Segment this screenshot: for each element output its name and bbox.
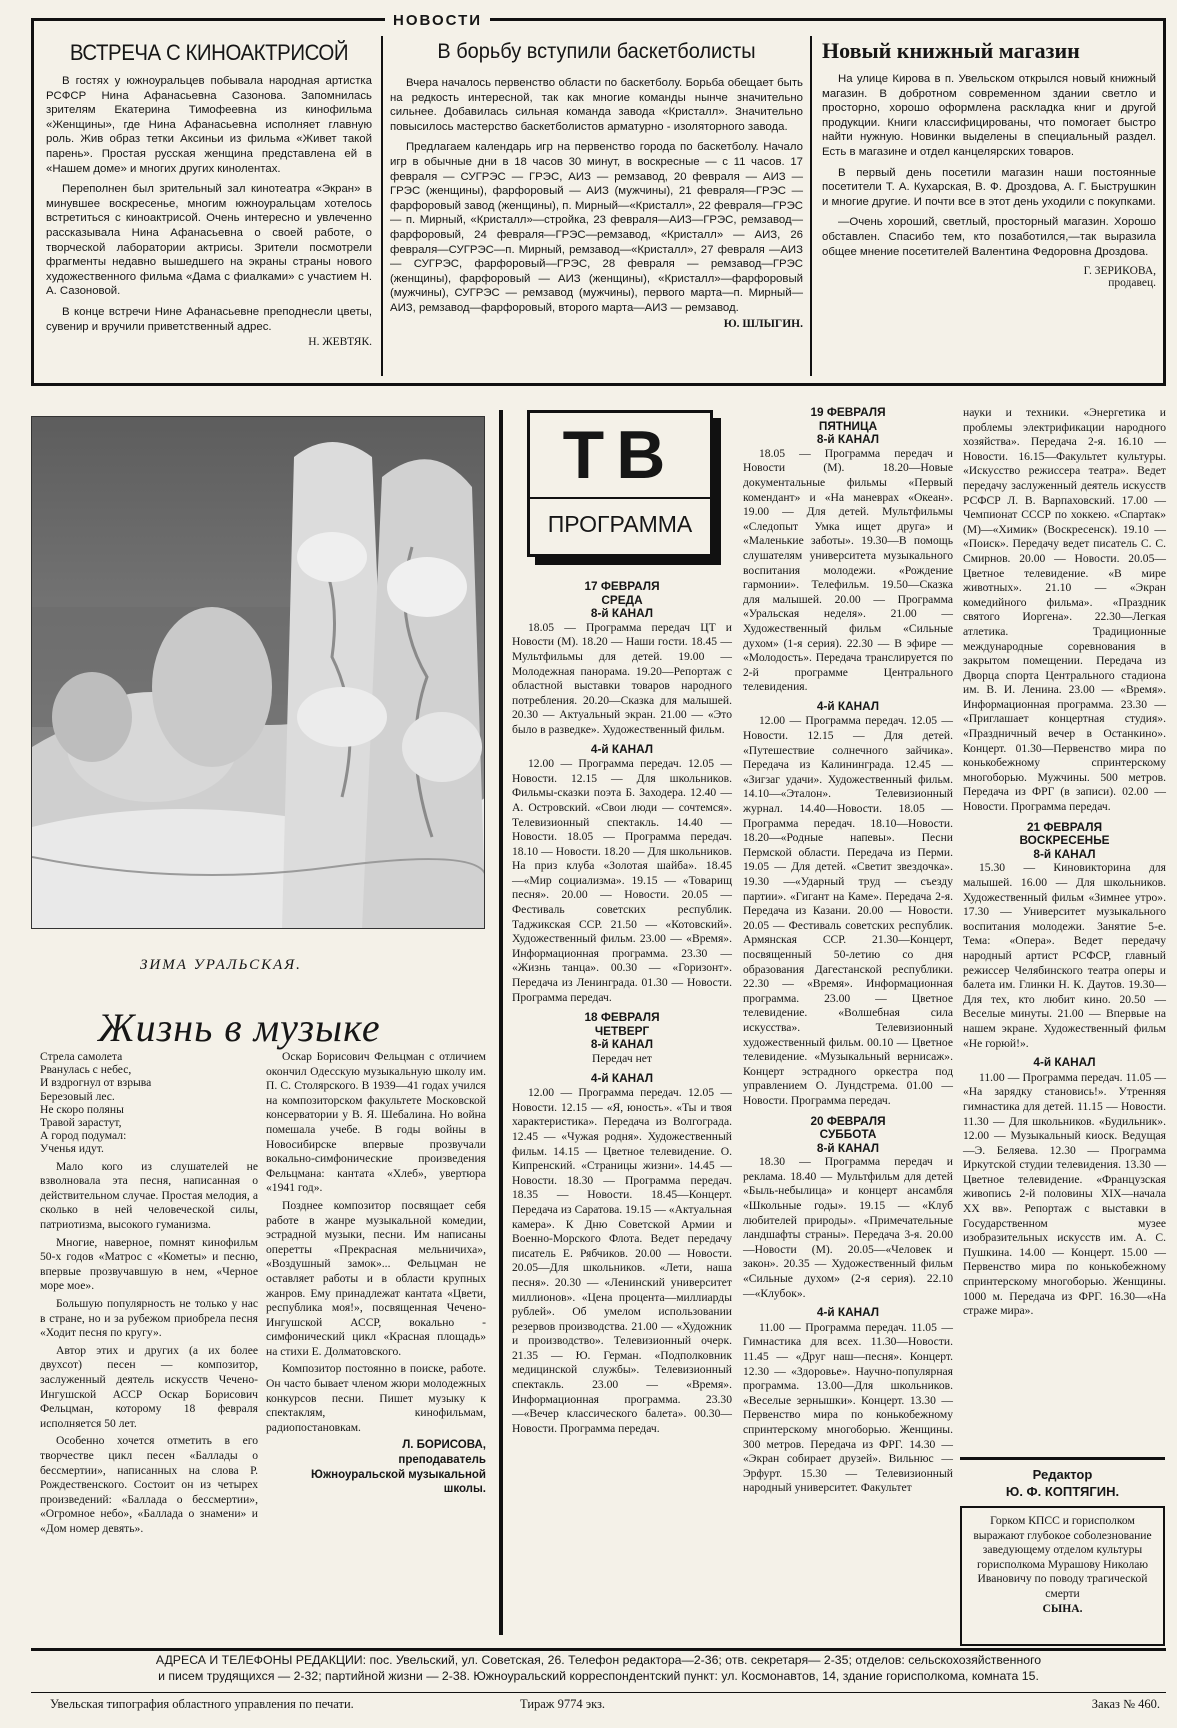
order-number: Заказ № 460. <box>1091 1697 1160 1711</box>
tv-column-3 <box>963 406 1166 1322</box>
circulation: Тираж 9774 экз. <box>520 1697 606 1711</box>
tv-channel-heading: 4-й КАНАЛ <box>590 741 654 756</box>
article-actress-title: ВСТРЕЧА С КИНОАКТРИСОЙ <box>69 40 349 65</box>
divider <box>381 36 383 376</box>
paragraph: В конце встречи Нине Афанасьевне преподнесли цветы, сувенир и вручили приветственный адрес. <box>46 305 372 333</box>
tv-schedule: 11.00 — Программа передач. 11.05 — Гимнастика для всех. 11.30—Новости. 11.45 — «Друг наш—песня». Концерт. 12.30 — «Здоровье». Научно-популярная программа. 13.00—Для школьников. «Веселые зернышки». Концерт. 13.30 — Первенство мира по конькобежному спринтерскому многоборью. Женщины. 300 метров. Передача из ФРГ. 14.30 — «Экран собирает друзей». Вильнюс — Эрфурт. 15.30 — Телевизионный народный университет. Факультет <box>743 1320 953 1495</box>
paragraph: В гостях у южноуральцев побывала народная артистка РСФСР Нина Афанасьевна Сазонова. Запомнилась зрителям Екатерина Тимофеевна из кинофильма «Женщины», где Нина Афанасьевна исполняет главную роль. Жив образ тетки Аксиньи из фильма «Живет такой парень». Простая русская женщина представлена ей в «Нашем доме» и многих других кинолентах. <box>46 75 372 175</box>
paragraph: Автор этих и других (а их более двухсот) песен — композитор, заслуженный деятель искусств Чечено-Ингушской АССР Оскар Борисович Фельцман, которому 18 февраля исполняется 50 лет. <box>40 1343 258 1430</box>
tv-note: Передач нет <box>591 1052 653 1065</box>
article-basketball-body <box>390 76 803 316</box>
bottom-rule <box>31 1692 1166 1693</box>
photo-caption: ЗИМА УРАЛЬСКАЯ. <box>140 957 302 973</box>
footer-rule <box>31 1648 1166 1651</box>
paragraph: Предлагаем календарь игр на первенство города по баскетболу. Начало игр в обычные дни в 18 часов 30 минут, в воскресные — с 11 часов. 17 февраля — СУГРЭС — ГРЭС, АИЗ — ремзавод, 20 февраля — АИЗ — ГРЭС (женщины), фарфоровый — АИЗ (мужчины), 21 февраля—ГРЭС — фарфоровый завод (женщины), п. Мирный—«Кристалл», 22 февраля—ГРЭС — п. Мирный, «Кристалл»—стройка, 23 февраля—АИЗ—ГРЭС, ремзавод—фарфоровый, 24 февраля—ГРЭС—ремзавод, «Кристалл» — АИЗ, 26 февраля—СУГРЭС—п. Мирный, ремзавод—«Кристалл», 27 февраля —АИЗ — СУГРЭС, фарфоровый—ГРЭС, 28 февраля — ремзавод—ГРЭС (женщины), фарфоровый — АИЗ (женщины), «Кристалл»—фарфоровый (мужчины), СУГРЭС — ремзавод (мужчины), первого марта—п. Мирный—АИЗ, ремзавод—фарфоровый, второго марта—АИЗ — ремзавод. <box>390 141 803 314</box>
poem-line: И вздрогнул от взрыва <box>40 1076 152 1090</box>
footer-line-1: АДРЕСА И ТЕЛЕФОНЫ РЕДАКЦИИ: пос. Увельский, ул. Советская, 26. Телефон редактора—2-36; отв. секретаря— 2-35; отделов: сельскохозяйственного <box>155 1653 1042 1667</box>
tv-day-heading: 21 ФЕВРАЛЯ ВОСКРЕСЕНЬЕ 8-й КАНАЛ <box>1019 819 1110 861</box>
article-bookstore-title: Новый книжный магазин <box>822 38 1080 63</box>
paragraph: В первый день посетили магазин наши постоянные посетители Т. А. Кухарская, В. Ф. Дроздова, А. Г. Быструшкин и многие другие. И почти все в этот день уходили с покупками. <box>822 166 1156 208</box>
tv-day-heading: 20 ФЕВРАЛЯ СУББОТА 8-й КАНАЛ <box>810 1113 886 1155</box>
tv-column-2 <box>743 406 953 1499</box>
tv-schedule: науки и техники. «Энергетика и проблемы электрификации народного хозяйства». Передача 2-я. 16.10 — Новости. 16.15—Факультет культуры. «Искусство режиссера театра». Ведет передачу заслуженный деятель искусств РСФСР Л. В. Варпаховский. 17.00 — Чемпионат СССР по хоккею. «Спартак» (М)—«Химик» (Воскресенск). 19.10 — «Поиск». Передачу ведет писатель С. С. Смирнов. 20.00 — Новости. 20.05—Цветное телевидение. «В мире животных». 21.10 — «Экран комедийного фильма». «Праздник святого Иоргена». 22.30—Легкая атлетика. Традиционные международные соревнования в закрытом помещении. Передача из Дворца спорта Центрального стадиона им. В. И. Ленина. 23.00 — «Время». Информационная программа. 23.30 — «Приглашает концертная студия». «Праздничный вечер в Останкино». Концерт. 01.30—Первенство мира по конькобежному спринтерскому многоборью. Мужчины. 500 метров. Передача из ФРГ (в записи). 02.00 — Новости. Программа передач. <box>963 406 1166 814</box>
news-section-label: НОВОСТИ <box>385 12 490 29</box>
music-signature: Л. БОРИСОВА, <box>402 1439 486 1452</box>
tv-schedule: 11.00 — Программа передач. 11.05 — «На зарядку становись!». Утренняя гимнастика для детей. 11.15 — Новости. 11.30 — Для школьников. «Будильник». 12.00 — Музыкальный киоск. Ведущая—Э. Беляева. 12.30 — Программа Иркутской студии телевидения. 13.30 — Цветное телевидение. «Французская живопись 2-й половины XIX—начала XX вв». Репортаж с выставки в Государственном музее изобразительных искусств им. А. С. Пушкина. 14.00 — Концерт. 15.00 — Первенство мира по конькобежному спринтерскому многоборью. Женщины. 1000 м. Передача из ФРГ. 16.30—«На страже мира». <box>963 1070 1166 1318</box>
article-bookstore-signature-role: продавец. <box>1108 277 1156 290</box>
tv-channel-heading: 4-й КАНАЛ <box>816 1305 880 1320</box>
winter-photo <box>31 416 485 929</box>
tv-schedule: 18.30 — Программа передач и реклама. 18.40 — Мультфильм для детей «Быль-небылица» и концерт ансамбля «Школьные годы». 19.15 — «Клуб любителей природы». «Примечательные ландшафты страны». Передача 3-я. 20.00—Новости (М). 20.05—«Человек и закон». 20.35 — Художественный фильм «Сильные духом» (2-я серия). 22.10—«Клубок». <box>743 1155 953 1300</box>
editor-label: Редактор <box>1032 1467 1093 1482</box>
tv-program-logo <box>527 410 713 557</box>
paragraph: На улице Кирова в п. Увельском открылся новый книжный магазин. В добротном современном здании светло и просторно, хорошо оформлена раскладка книг и другой продукции. Книги классифицированы, что помогает быстро найти нужную. Новинки выделены в специальный раздел. Есть в магазине и отдел канцелярских товаров. <box>822 73 1156 158</box>
paragraph: —Очень хороший, светлый, просторный магазин. Хорошо обставлен. Спасибо тем, кто позаботился,—так выразила общее мнение посетителей Валентина Федоровна Дроздова. <box>822 216 1156 258</box>
paragraph: Композитор постоянно в поиске, работе. Он часто бывает членом жюри молодежных конкурсов песни. Пишет музыку к спектаклям, кинофильмам, радиопостановкам. <box>266 1362 486 1434</box>
article-actress <box>46 40 372 348</box>
divider <box>499 410 503 1635</box>
poem-line: Не скоро поляны <box>40 1102 124 1116</box>
snowy-forest-image <box>32 417 485 929</box>
paragraph: Многие, наверное, помнят кинофильм 50-х годов «Матрос с «Кометы» и песню, впервые прозвучавшую в нем, «Черное море мое». <box>40 1235 258 1293</box>
condolence-last: СЫНА. <box>1042 1601 1083 1615</box>
footer-line-2: и писем трудящихся — 2-32; партийной жизни — 2-38. Южноуральский корреспондентский пункт: ул. Космонавтов, 14, здание горисполкома, комната 15. <box>158 1669 1039 1683</box>
paragraph: Оскар Борисович Фельцман с отличием окончил Одесскую музыкальную школу им. П. С. Столярского. В 1939—41 годах учился на композиторском факультете Московской консерватории у В. Я. Шебалина. Но война помешала учебе. В годы войны в Новосибирске впервые прозвучали вокально-симфонические произведения Фельцмана: кантата «Хлеб», увертюра «1941 год». <box>266 1050 486 1195</box>
article-basketball-title: В борьбу вступили баскетболисты <box>437 40 756 63</box>
printer-name: Увельская типография областного управления по печати. <box>50 1697 354 1711</box>
editor-name: Ю. Ф. КОПТЯГИН. <box>1005 1484 1120 1499</box>
poem-line: Травой зарастут, <box>40 1116 122 1130</box>
editor-block <box>960 1466 1165 1500</box>
tv-channel-heading: 4-й КАНАЛ <box>816 698 880 713</box>
tv-day-heading: 18 ФЕВРАЛЯ ЧЕТВЕРГ 8-й КАНАЛ <box>584 1010 660 1052</box>
tv-day-heading: 19 ФЕВРАЛЯ ПЯТНИЦА 8-й КАНАЛ <box>810 405 886 447</box>
poem-line: А город подумал: <box>40 1129 127 1143</box>
tv-day-heading: 17 ФЕВРАЛЯ СРЕДА 8-й КАНАЛ <box>584 579 660 621</box>
poem-line: Рванулась с небес, <box>40 1063 132 1077</box>
article-bookstore <box>822 40 1156 289</box>
divider <box>810 36 812 376</box>
article-actress-body <box>46 74 372 334</box>
tv-logo-subtitle: ПРОГРАММА <box>530 497 710 549</box>
music-article-title: Жизнь в музыке <box>98 1005 381 1050</box>
paragraph: Особенно хочется отметить в его творчестве цикл песен «Баллады о бессмертии», написанных на слова Р. Рождественского. Состоит он из четырех произведений: «Баллада о бессмертии», «Огромное небо», «Баллада о знамени» и «Дом номер девять». <box>40 1434 258 1535</box>
music-column-2 <box>266 1050 486 1497</box>
article-bookstore-body <box>822 72 1156 259</box>
article-actress-signature: Н. ЖЕВТЯК. <box>308 336 372 349</box>
tv-schedule: 18.05 — Программа передач и Новости (М). 18.20—Новые документальные фильмы «Первый комендант» и «На маневрах «Океан». 19.00 — Для детей. Мультфильмы «Следопыт Умка ищет друга» и «Маленькие заботы». 19.30—В помощь слушателям университета музыкального воспитания молодежи. «Рождение гармонии». Телефильм. 19.50—Сказка для малышей. 20.00 — Программа «Уральская неделя». 21.00 — Художественный фильм «Сильные духом» (1-я серия). 22.30 — В эфире — «Молодость». Передача транслируется по 2-й программе Центрального телевидения. <box>743 446 953 694</box>
paragraph: Позднее композитор посвящает себя работе в жанре музыкальной комедии, эстрадной музыки, песни. Им написаны оперетты «Прекрасная мельничиха», «Воздушный замок»... Фельцман не оставляет работы и в области крупных жанров. Ему принадлежат кантата «Цвети, республика моя!», посвященная Чечено-Ингушской АССР, вокально - симфонический цикл «Красная площадь» на стихи Е. Долматовского. <box>266 1198 486 1358</box>
tv-channel-heading: 4-й КАНАЛ <box>1033 1055 1096 1070</box>
tv-channel-heading: 4-й КАНАЛ <box>590 1070 654 1085</box>
poem-line: Стрела самолета <box>40 1050 123 1063</box>
article-bookstore-signature: Г. ЗЕРИКОВА, <box>1083 265 1156 278</box>
music-poem <box>40 1050 258 1156</box>
tv-schedule: 12.00 — Программа передач. 12.05 — Новости. 12.15 — Для детей. «Путешествие солнечного зайчика». Передача из Калининграда. 12.45 — «Зигзаг удачи». Художественный фильм. 14.10—«Эталон». Телевизионный журнал. 14.40—Новости. 18.05 — Программа передач. 18.10—Новости. 18.20—«Родные напевы». Песни Пермской области. Передача из Перми. 19.05 — Для детей. «Светит звездочка». 19.30 —«Ударный труд — съезду партии». «Гигант на Каме». Передача 2-я. Передача из Казани. 20.00 — Новости. 20.05 — Фестиваль советских республик. Армянская ССР. 21.30—Концерт, посвященный 50-летию со дня образования Дагестанской республики. 22.30 — «Время». Информационная программа. 23.00 — Цветное телевидение. «Волшебная сила искусства». Телевизионный художественный фильм. 00.10 — Цветное телевидение. «Музыкальный вернисаж». Концерт эстрадного оркестра под управлением О. Лундстрема. 01.00 — Новости. Программа передач. <box>743 714 953 1107</box>
condolence-text: Горком КПСС и горисполком выражают глубокое соболезнование заведующему отделом культуры горисполкома Мурашову Николаю Ивановичу по поводу трагической смерти <box>973 1514 1152 1600</box>
paragraph: Переполнен был зрительный зал кинотеатра «Экран» в минувшее воскресенье, многим южноуральцам хотелось встретиться с киноактрисой. Очень интересно и увлеченно рассказывала Нина Афанасьевна о своей работе, о творческой лаборатории актрисы. Зрители посмотрели фрагменты недавно вышедшего на экраны страны нового художественного фильма «Дама с фиалками» с участием Н. А. Сазоновой. <box>46 183 372 298</box>
paragraph: Мало кого из слушателей не взволновала эта песня, написанная о действительном случае. Простая мелодия, а сколько в ней человеческой силы, патриотизма, высокого гуманизма. <box>40 1159 258 1231</box>
footer-addresses <box>31 1652 1166 1684</box>
paragraph: Большую популярность не только у нас в стране, но и за рубежом приобрела песня «Ходит песня по кругу». <box>40 1296 258 1340</box>
poem-line: Ученья идут. <box>40 1142 104 1156</box>
music-column-1 <box>40 1050 258 1539</box>
tv-logo-big: ТВ <box>562 417 678 493</box>
tv-schedule: 15.30 — Кинoвикторина для малышей. 16.00 — Для школьников. Художественный фильм «Зимнее утро». 17.30 — Университет музыкального воспитания молодежи. Занятие 5-е. Тема: «Опера». Ведет передачу народный артист РСФСР, главный режиссер Челябинского театра оперы и балета им. Глинки Н. К. Даутов. 19.30—Для тех, кто любит кино. 20.50 — Веселые минуты. 21.00 — Впервые на нашем экране. Художественный фильм «Не горюй!». <box>963 861 1166 1050</box>
tv-schedule: 12.00 — Программа передач. 12.05 — Новости. 12.15 — «Я, юность». «Ты и твоя характеристика». Передача из Волгограда. 12.45 — «Чужая родня». Художественный фильм. 14.15 — Цветное телевидение. О. Кипренский. «Страницы жизни». 14.45 — Новости. 18.30 — Программа передач. 18.35 — Новости. 18.45—Концерт. Передача из Саратова. 19.15 — «Актуальная камера». К Дню Советской Армии и Военно-Морского Флота. Ведет передачу писатель Е. Рябчиков. 20.00 — Новости. 20.05—Для школьников. «Лети, наша песня». 20.30 — «Ленинский университет миллионов». «Цена процента—миллиарды рублей». Об умелом использовании резервов производства. 21.00 — «Художник и производство». Телевизионный очерк. 21.35 — Ю. Герман. «Подполковник медицинской службы». Телевизионный спектакль. 23.00 — «Время». Информационная программа. 23.30—«Вечер классического балета». 00.30—Новости. Программа передач. <box>512 1086 732 1435</box>
condolence-notice <box>960 1506 1165 1646</box>
tv-schedule: 18.05 — Программа передач ЦТ и Новости (М). 18.20 — Наши гости. 18.45 — Мультфильмы для детей. 19.00 — Молодежная панорама. 19.20—Репортаж с областной выставки товаров народного потребления. 20.20—Сказка для малышей. 20.30 — Актуальный экран. 21.00 — «Это было в разведке». Художественный фильм. <box>512 620 732 736</box>
tv-column-1 <box>512 580 732 1439</box>
article-basketball-signature: Ю. ШЛЫГИН. <box>723 317 803 330</box>
article-basketball <box>390 40 803 330</box>
tv-schedule: 12.00 — Программа передач. 12.05 — Новости. 12.15 — Для школьников. Фильмы-сказки поэта Б. Заходера. 12.40 — А. Островский. «Свои люди — сочтемся». Телевизионный спектакль. 14.40 — Новости. 18.05 — Программа передач. 18.10 — Новости. 18.20 — Для школьников. На приз клуба «Золотая шайба». 18.45—«Мир социализма». 19.15 — «Товарищ песня». 20.00 — Новости. 20.05 — Фестиваль советских республик. Таджикская ССР. 21.50 — «Котовский». Художественный фильм. 23.00 — «Время». Информационная программа. 23.30 — «Жизнь танца». 00.30 — «Горизонт». Передача из Ленинграда. 01.30 — Новости. Программа передач. <box>512 757 732 1004</box>
divider <box>960 1457 1165 1460</box>
music-signature-role: преподаватель Южноуральской музыкальной школы. <box>310 1454 486 1496</box>
poem-line: Березовый лес. <box>40 1089 115 1103</box>
paragraph: Вчера началось первенство области по баскетболу. Борьба обещает быть на редкость интересной, так как многие команды нынче значительно сильнее. Добавилась сильная команда завода «Кристалл». Значительно повысилось мастерство баскетболистов арматурно - изоляторного завода. <box>390 77 803 133</box>
